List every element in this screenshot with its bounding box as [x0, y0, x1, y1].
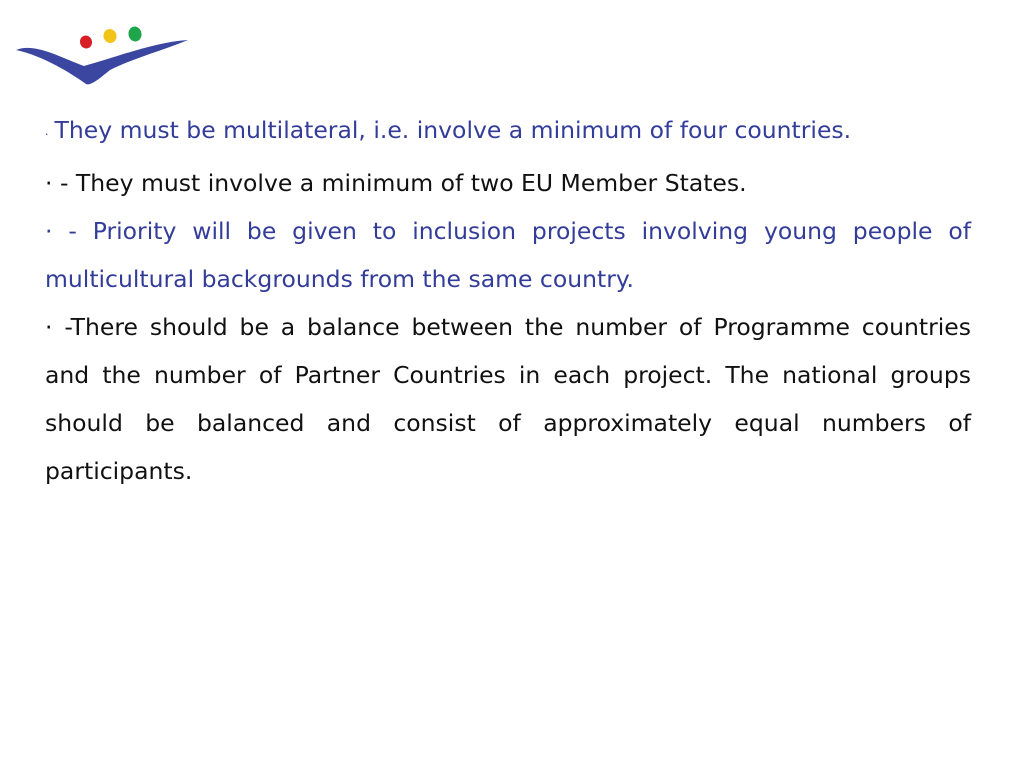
logo-dot-green: [127, 25, 142, 42]
paragraph-text: They must be multilateral, i.e. involve a minimum of four countries.: [54, 116, 852, 144]
bullet-icon: ·: [45, 217, 53, 245]
youth-programme-logo-icon: [14, 22, 190, 88]
slide-body: [45, 106, 971, 495]
bullet-icon: ·: [45, 313, 53, 341]
paragraph-text: -There should be a balance between the number of Programme countries and the number of Partner Countries in each project. The national groups should be balanced and consist of approximately equal numbers of participants.: [45, 313, 971, 485]
logo-dot-yellow: [102, 28, 118, 45]
paragraph-text: - Priority will be given to inclusion projects involving young people of multicultural backgrounds from the same country.: [45, 217, 971, 293]
paragraph-inclusion-priority: [45, 207, 971, 303]
bullet-icon: ·: [45, 128, 49, 141]
logo-dot-red: [79, 34, 94, 50]
paragraph-multilateral: [45, 106, 971, 159]
paragraph-eu-member-states: [45, 159, 971, 207]
bullet-icon: ·: [45, 169, 53, 197]
paragraph-text: - They must involve a minimum of two EU Member States.: [52, 169, 747, 197]
paragraph-balance: [45, 303, 971, 495]
logo-swoosh: [16, 40, 188, 84]
